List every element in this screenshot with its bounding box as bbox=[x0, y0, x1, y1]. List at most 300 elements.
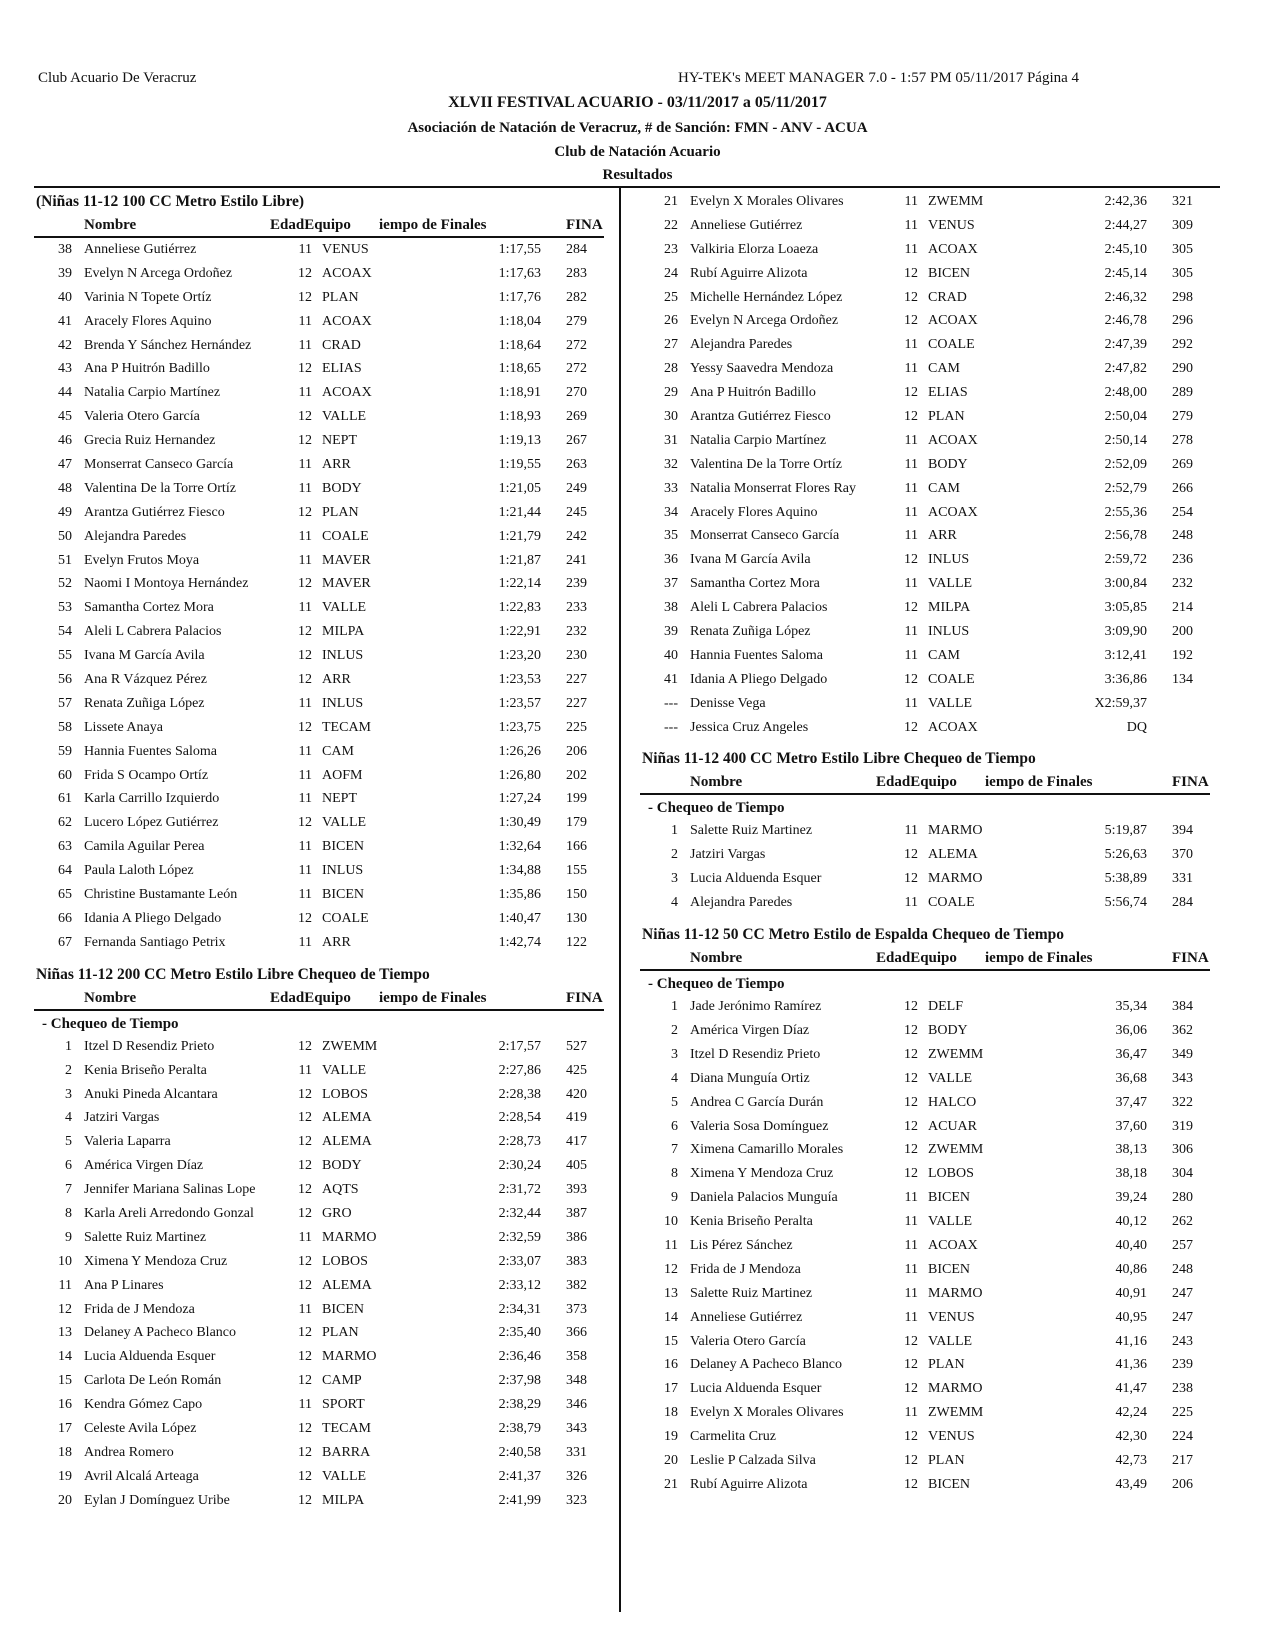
team: VALLE bbox=[322, 409, 367, 425]
final-time: 1:19,13 bbox=[498, 433, 541, 449]
final-time: 2:41,37 bbox=[498, 1468, 541, 1484]
age: 12 bbox=[298, 1205, 312, 1221]
place: 53 bbox=[58, 600, 72, 616]
team: ZWEMM bbox=[928, 1405, 984, 1421]
table-row bbox=[640, 453, 1210, 477]
fina-points: 305 bbox=[1172, 265, 1193, 281]
age: 12 bbox=[904, 1046, 918, 1062]
final-time: 1:30,49 bbox=[498, 815, 541, 831]
final-time: X2:59,37 bbox=[1094, 695, 1147, 711]
final-time: 2:28,38 bbox=[498, 1086, 541, 1102]
final-time: 42,73 bbox=[1115, 1452, 1147, 1468]
fina-points: 247 bbox=[1172, 1285, 1193, 1301]
fina-points: 358 bbox=[566, 1349, 587, 1365]
table-row bbox=[34, 692, 604, 716]
team: CAM bbox=[928, 361, 960, 377]
fina-points: 257 bbox=[1172, 1237, 1193, 1253]
table-row bbox=[640, 1449, 1210, 1473]
age: 11 bbox=[298, 839, 312, 855]
age: 12 bbox=[904, 1022, 918, 1038]
final-time: 1:32,64 bbox=[498, 839, 541, 855]
swimmer-name: Lucia Alduenda Esquer bbox=[690, 1381, 822, 1397]
team: BODY bbox=[928, 456, 968, 472]
team: COALE bbox=[322, 910, 369, 926]
final-time: 2:44,27 bbox=[1104, 217, 1147, 233]
team: ARR bbox=[928, 528, 957, 544]
final-time: 1:18,64 bbox=[498, 337, 541, 353]
table-row bbox=[34, 1417, 604, 1441]
final-time: DQ bbox=[1126, 719, 1147, 735]
fina-points: 346 bbox=[566, 1397, 587, 1413]
age: 12 bbox=[904, 289, 918, 305]
final-time: 2:35,40 bbox=[498, 1325, 541, 1341]
fina-points: 130 bbox=[566, 910, 587, 926]
table-row bbox=[640, 238, 1210, 262]
place: 8 bbox=[65, 1205, 72, 1221]
place: 54 bbox=[58, 624, 72, 640]
swimmer-name: Arantza Gutiérrez Fiesco bbox=[690, 409, 831, 425]
team: MARMO bbox=[928, 871, 983, 887]
swimmer-name: Brenda Y Sánchez Hernández bbox=[84, 337, 252, 353]
table-row bbox=[640, 716, 1210, 740]
team: ACOAX bbox=[928, 504, 978, 520]
team: ZWEMM bbox=[928, 194, 984, 209]
subheading: - Chequeo de Tiempo bbox=[648, 800, 785, 817]
table-row bbox=[34, 1106, 604, 1130]
age: 11 bbox=[298, 791, 312, 807]
place: 28 bbox=[664, 361, 678, 377]
place: 4 bbox=[671, 1070, 678, 1086]
results-list bbox=[34, 238, 604, 955]
fina-points: 387 bbox=[566, 1205, 587, 1221]
software-stamp: HY-TEK's MEET MANAGER 7.0 - 1:57 PM 05/11/2017 Página 4 bbox=[678, 70, 1080, 86]
final-time: 1:26,26 bbox=[498, 743, 541, 759]
place: 58 bbox=[58, 719, 72, 735]
age: 11 bbox=[904, 1309, 918, 1325]
place: 60 bbox=[58, 767, 72, 783]
fina-points: 527 bbox=[566, 1038, 587, 1054]
swimmer-name: Andrea C García Durán bbox=[690, 1094, 824, 1110]
table-row bbox=[34, 620, 604, 644]
swimmer-name: Valeria Laparra bbox=[84, 1134, 171, 1150]
age: 12 bbox=[298, 361, 312, 377]
team: CRAD bbox=[322, 337, 361, 353]
swimmer-name: América Virgen Díaz bbox=[84, 1158, 204, 1174]
swimmer-name: Naomi I Montoya Hernández bbox=[84, 576, 249, 592]
age: 11 bbox=[298, 1062, 312, 1078]
table-row bbox=[640, 867, 1210, 891]
team: ACOAX bbox=[928, 1237, 978, 1253]
team: VALLE bbox=[322, 600, 367, 616]
place: 59 bbox=[58, 743, 72, 759]
place: 7 bbox=[65, 1182, 72, 1198]
place: 17 bbox=[664, 1381, 678, 1397]
swimmer-name: Carlota De León Román bbox=[84, 1373, 222, 1389]
final-time: 2:33,12 bbox=[498, 1277, 541, 1293]
age: 11 bbox=[298, 1397, 312, 1413]
team: INLUS bbox=[928, 624, 970, 640]
column-headers bbox=[640, 947, 1210, 971]
fina-points: 322 bbox=[1172, 1094, 1193, 1110]
fina-points: 319 bbox=[1172, 1118, 1193, 1134]
team: LOBOS bbox=[322, 1253, 368, 1269]
age: 11 bbox=[298, 480, 312, 496]
fina-points: 248 bbox=[1172, 1261, 1193, 1277]
final-time: 2:55,36 bbox=[1104, 504, 1147, 520]
age: 12 bbox=[298, 1468, 312, 1484]
swimmer-name: Renata Zuñiga López bbox=[84, 695, 205, 711]
table-row bbox=[34, 740, 604, 764]
age: 12 bbox=[298, 648, 312, 664]
age: 11 bbox=[298, 934, 312, 950]
swimmer-name: Yessy Saavedra Mendoza bbox=[690, 361, 834, 377]
age: 12 bbox=[298, 576, 312, 592]
table-row bbox=[640, 1043, 1210, 1067]
swimmer-name: Valeria Otero García bbox=[84, 409, 200, 425]
place: 4 bbox=[65, 1110, 72, 1126]
place: 30 bbox=[664, 409, 678, 425]
fina-points: 289 bbox=[1172, 385, 1193, 401]
table-row bbox=[640, 1210, 1210, 1234]
fina-points: 230 bbox=[566, 648, 587, 664]
swimmer-name: Valeria Sosa Domínguez bbox=[690, 1118, 829, 1134]
table-row bbox=[34, 1274, 604, 1298]
fina-points: 200 bbox=[1172, 624, 1193, 640]
place: 6 bbox=[65, 1158, 72, 1174]
fina-points: 370 bbox=[1172, 847, 1193, 863]
place: 8 bbox=[671, 1166, 678, 1182]
team: ARR bbox=[322, 457, 351, 473]
place: 2 bbox=[671, 847, 678, 863]
table-row bbox=[34, 1226, 604, 1250]
team: COALE bbox=[322, 528, 369, 544]
fina-points: 349 bbox=[1172, 1046, 1193, 1062]
fina-points: 343 bbox=[566, 1420, 587, 1436]
final-time: 37,47 bbox=[1115, 1094, 1147, 1110]
header-tiempo: iempo de Finales bbox=[379, 989, 487, 1006]
team: CAM bbox=[928, 480, 960, 496]
fina-points: 343 bbox=[1172, 1070, 1193, 1086]
header-divider bbox=[34, 186, 1220, 188]
table-row bbox=[34, 501, 604, 525]
swimmer-name: Evelyn Frutos Moya bbox=[84, 552, 200, 568]
swimmer-name: Ana P Linares bbox=[84, 1277, 164, 1293]
fina-points: 179 bbox=[566, 815, 587, 831]
age: 11 bbox=[298, 1301, 312, 1317]
swimmer-name: América Virgen Díaz bbox=[690, 1022, 810, 1038]
swimmer-name: Itzel D Resendiz Prieto bbox=[84, 1038, 215, 1054]
table-row bbox=[34, 1059, 604, 1083]
final-time: 1:17,55 bbox=[498, 242, 541, 257]
age: 11 bbox=[904, 1285, 918, 1301]
swimmer-name: Anuki Pineda Alcantara bbox=[84, 1086, 218, 1102]
team: PLAN bbox=[928, 1357, 965, 1373]
age: 12 bbox=[904, 552, 918, 568]
age: 12 bbox=[298, 1325, 312, 1341]
final-time: 2:52,79 bbox=[1104, 480, 1147, 496]
place: --- bbox=[664, 719, 678, 735]
final-time: 2:27,86 bbox=[498, 1062, 541, 1078]
place: 66 bbox=[58, 910, 72, 926]
age: 12 bbox=[904, 600, 918, 616]
table-row bbox=[34, 429, 604, 453]
final-time: 1:42,74 bbox=[498, 934, 541, 950]
place: 40 bbox=[58, 289, 72, 305]
swimmer-name: Kenia Briseño Peralta bbox=[84, 1062, 207, 1078]
swimmer-name: Karla Areli Arredondo Gonzal bbox=[84, 1205, 254, 1221]
swimmer-name: Ana P Huitrón Badillo bbox=[690, 385, 816, 401]
team: MILPA bbox=[322, 624, 365, 640]
team: NEPT bbox=[322, 791, 357, 807]
age: 11 bbox=[298, 313, 312, 329]
swimmer-name: Camila Aguilar Perea bbox=[84, 839, 205, 855]
final-time: 2:45,10 bbox=[1104, 241, 1147, 257]
fina-points: 214 bbox=[1172, 600, 1193, 616]
fina-points: 166 bbox=[566, 839, 587, 855]
final-time: 2:47,39 bbox=[1104, 337, 1147, 353]
fina-points: 245 bbox=[566, 504, 587, 520]
place: 11 bbox=[58, 1277, 72, 1293]
final-time: 41,16 bbox=[1115, 1333, 1147, 1349]
table-row bbox=[640, 1306, 1210, 1330]
team: MAVER bbox=[322, 576, 371, 592]
table-row bbox=[640, 1186, 1210, 1210]
swimmer-name: Evelyn N Arcega Ordoñez bbox=[690, 313, 839, 329]
table-row bbox=[34, 262, 604, 286]
final-time: 1:18,93 bbox=[498, 409, 541, 425]
swimmer-name: Avril Alcalá Arteaga bbox=[84, 1468, 199, 1484]
age: 11 bbox=[904, 823, 918, 839]
age: 12 bbox=[298, 265, 312, 281]
final-time: 1:22,91 bbox=[498, 624, 541, 640]
final-time: 2:33,07 bbox=[498, 1253, 541, 1269]
final-time: 2:32,44 bbox=[498, 1205, 541, 1221]
team: BODY bbox=[322, 480, 362, 496]
table-row bbox=[640, 596, 1210, 620]
table-row bbox=[640, 501, 1210, 525]
swimmer-name: Diana Munguía Ortiz bbox=[690, 1070, 810, 1086]
column-headers bbox=[34, 987, 604, 1011]
fina-points: 298 bbox=[1172, 289, 1193, 305]
final-time: 3:00,84 bbox=[1104, 576, 1147, 592]
age: 12 bbox=[298, 1492, 312, 1508]
club-name: Club Acuario De Veracruz bbox=[38, 70, 197, 86]
final-time: 2:42,36 bbox=[1104, 194, 1147, 209]
team: VENUS bbox=[928, 217, 975, 233]
final-time: 36,68 bbox=[1115, 1070, 1147, 1086]
team: INLUS bbox=[928, 552, 970, 568]
team: SPORT bbox=[322, 1397, 365, 1413]
age: 12 bbox=[298, 624, 312, 640]
fina-points: 272 bbox=[566, 361, 587, 377]
place: 43 bbox=[58, 361, 72, 377]
age: 12 bbox=[904, 409, 918, 425]
swimmer-name: Jade Jerónimo Ramírez bbox=[690, 999, 822, 1015]
header-nombre: Nombre bbox=[690, 950, 743, 967]
fina-points: 282 bbox=[566, 289, 587, 305]
table-row bbox=[640, 309, 1210, 333]
swimmer-name: Frida de J Mendoza bbox=[690, 1261, 801, 1277]
meet-title: XLVII FESTIVAL ACUARIO - 03/11/2017 a 05/11/2017 bbox=[448, 94, 827, 111]
place: 40 bbox=[664, 647, 678, 663]
event-50-back bbox=[640, 923, 1210, 1497]
table-row bbox=[640, 1353, 1210, 1377]
place: 51 bbox=[58, 552, 72, 568]
team: PLAN bbox=[928, 1452, 965, 1468]
team: MARMO bbox=[322, 1229, 377, 1245]
final-time: 1:17,63 bbox=[498, 265, 541, 281]
age: 12 bbox=[298, 433, 312, 449]
table-row bbox=[640, 548, 1210, 572]
place: 29 bbox=[664, 385, 678, 401]
final-time: 2:56,78 bbox=[1104, 528, 1147, 544]
final-time: 2:46,32 bbox=[1104, 289, 1147, 305]
table-row bbox=[640, 429, 1210, 453]
swimmer-name: Ximena Camarillo Morales bbox=[690, 1142, 844, 1158]
final-time: 2:47,82 bbox=[1104, 361, 1147, 377]
swimmer-name: Ivana M García Avila bbox=[84, 648, 205, 664]
swimmer-name: Lis Pérez Sánchez bbox=[690, 1237, 793, 1253]
age: 12 bbox=[904, 1381, 918, 1397]
team: CAM bbox=[322, 743, 354, 759]
fina-points: 254 bbox=[1172, 504, 1193, 520]
final-time: 2:48,00 bbox=[1104, 385, 1147, 401]
team: VALLE bbox=[928, 1070, 973, 1086]
place: 18 bbox=[664, 1405, 678, 1421]
swimmer-name: Daniela Palacios Munguía bbox=[690, 1190, 838, 1206]
swimmer-name: Kendra Gómez Capo bbox=[84, 1397, 203, 1413]
team: PLAN bbox=[322, 289, 359, 305]
fina-points: 373 bbox=[566, 1301, 587, 1317]
swimmer-name: Monserrat Canseco García bbox=[84, 457, 234, 473]
fina-points: 393 bbox=[566, 1182, 587, 1198]
age: 12 bbox=[904, 999, 918, 1015]
fina-points: 206 bbox=[566, 743, 587, 759]
final-time: 2:28,73 bbox=[498, 1134, 541, 1150]
age: 11 bbox=[298, 337, 312, 353]
age: 11 bbox=[904, 432, 918, 448]
left-column bbox=[34, 190, 604, 1513]
place: 20 bbox=[664, 1452, 678, 1468]
place: 10 bbox=[664, 1214, 678, 1230]
age: 11 bbox=[904, 1405, 918, 1421]
place: 21 bbox=[664, 1476, 678, 1492]
table-row bbox=[640, 1473, 1210, 1497]
header-fina: FINA bbox=[1172, 950, 1209, 967]
swimmer-name: Salette Ruiz Martinez bbox=[690, 823, 813, 839]
team: BICEN bbox=[928, 1476, 970, 1492]
final-time: 35,34 bbox=[1115, 999, 1147, 1015]
table-row bbox=[640, 819, 1210, 843]
fina-points: 224 bbox=[1172, 1429, 1193, 1445]
team: ACOAX bbox=[322, 313, 372, 329]
table-row bbox=[640, 1162, 1210, 1186]
place: 5 bbox=[671, 1094, 678, 1110]
swimmer-name: Ana P Huitrón Badillo bbox=[84, 361, 210, 377]
team: PLAN bbox=[928, 409, 965, 425]
final-time: 1:23,75 bbox=[498, 719, 541, 735]
place: 11 bbox=[664, 1237, 678, 1253]
event-title: Niñas 11-12 200 CC Metro Estilo Libre Chequeo de Tiempo bbox=[36, 965, 430, 983]
team: TECAM bbox=[322, 1420, 371, 1436]
swimmer-name: Arantza Gutiérrez Fiesco bbox=[84, 504, 225, 520]
header-tiempo: iempo de Finales bbox=[985, 950, 1093, 967]
final-time: 1:22,83 bbox=[498, 600, 541, 616]
age: 11 bbox=[904, 695, 918, 711]
swimmer-name: Idania A Pliego Delgado bbox=[84, 910, 222, 926]
place: 38 bbox=[58, 242, 72, 257]
age: 11 bbox=[904, 241, 918, 257]
fina-points: 283 bbox=[566, 265, 587, 281]
age: 12 bbox=[298, 1158, 312, 1174]
fina-points: 206 bbox=[1172, 1476, 1193, 1492]
fina-points: 309 bbox=[1172, 217, 1193, 233]
place: 33 bbox=[664, 480, 678, 496]
fina-points: 362 bbox=[1172, 1022, 1193, 1038]
swimmer-name: Alejandra Paredes bbox=[690, 895, 793, 911]
place: 55 bbox=[58, 648, 72, 664]
swimmer-name: Aracely Flores Aquino bbox=[690, 504, 818, 520]
fina-points: 348 bbox=[566, 1373, 587, 1389]
team: ALEMA bbox=[928, 847, 978, 863]
table-row bbox=[34, 907, 604, 931]
age: 12 bbox=[298, 1086, 312, 1102]
age: 11 bbox=[904, 528, 918, 544]
age: 11 bbox=[904, 361, 918, 377]
swimmer-name: Aracely Flores Aquino bbox=[84, 313, 212, 329]
team: ZWEMM bbox=[322, 1038, 378, 1054]
team: INLUS bbox=[322, 648, 364, 664]
event-400-free bbox=[640, 747, 1210, 915]
table-row bbox=[34, 668, 604, 692]
swimmer-name: Jatziri Vargas bbox=[690, 847, 766, 863]
fina-points: 269 bbox=[1172, 456, 1193, 472]
final-time: 1:40,47 bbox=[498, 910, 541, 926]
place: 13 bbox=[664, 1285, 678, 1301]
age: 11 bbox=[904, 337, 918, 353]
team: INLUS bbox=[322, 863, 364, 879]
table-row bbox=[34, 859, 604, 883]
team: MAVER bbox=[322, 552, 371, 568]
final-time: 2:28,54 bbox=[498, 1110, 541, 1126]
place: 52 bbox=[58, 576, 72, 592]
swimmer-name: Samantha Cortez Mora bbox=[690, 576, 820, 592]
table-row bbox=[34, 1393, 604, 1417]
team: PLAN bbox=[322, 504, 359, 520]
table-row bbox=[640, 1425, 1210, 1449]
fina-points: 405 bbox=[566, 1158, 587, 1174]
team: BICEN bbox=[322, 887, 364, 903]
table-row bbox=[640, 286, 1210, 310]
age: 11 bbox=[298, 242, 312, 257]
final-time: 40,86 bbox=[1115, 1261, 1147, 1277]
age: 12 bbox=[298, 1349, 312, 1365]
age: 11 bbox=[904, 1237, 918, 1253]
event-100-free bbox=[34, 190, 604, 955]
place: 41 bbox=[664, 671, 678, 687]
final-time: 42,30 bbox=[1115, 1429, 1147, 1445]
header-tiempo: iempo de Finales bbox=[985, 774, 1093, 791]
final-time: 39,24 bbox=[1115, 1190, 1147, 1206]
fina-points: 270 bbox=[566, 385, 587, 401]
column-headers bbox=[34, 214, 604, 238]
column-divider bbox=[619, 186, 621, 1612]
fina-points: 192 bbox=[1172, 647, 1193, 663]
table-row bbox=[640, 1067, 1210, 1091]
fina-points: 321 bbox=[1172, 194, 1193, 209]
age: 12 bbox=[298, 1420, 312, 1436]
fina-points: 279 bbox=[566, 313, 587, 329]
